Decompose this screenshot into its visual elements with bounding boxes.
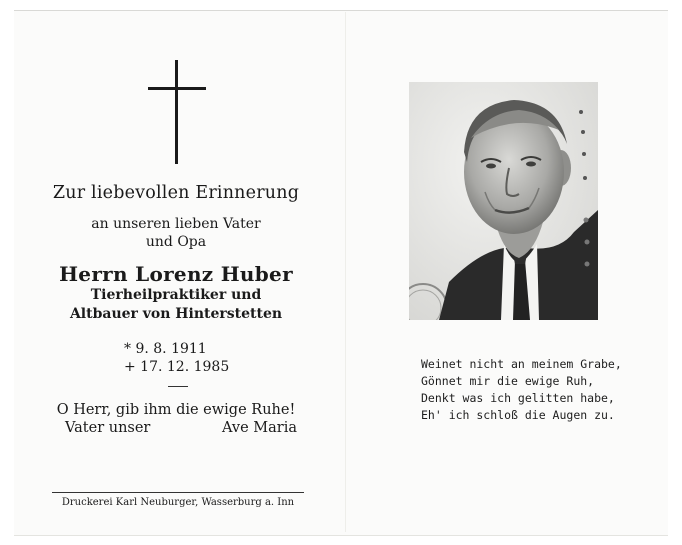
cross-horizontal-bar	[148, 87, 206, 90]
poem-line-3: Denkt was ich gelitten habe,	[421, 391, 615, 405]
divider-dash	[168, 386, 188, 387]
death-date: + 17. 12. 1985	[124, 359, 230, 375]
portrait-image	[409, 82, 598, 320]
prayer-vater-unser: Vater unser	[65, 420, 151, 436]
printer-credit: Druckerei Karl Neuburger, Wasserburg a. Inn	[61, 497, 295, 508]
poem-line-4: Eh' ich schloß die Augen zu.	[421, 408, 615, 422]
birth-date: * 9. 8. 1911	[124, 341, 207, 357]
prayer-line: O Herr, gib ihm die ewige Ruhe!	[56, 402, 296, 418]
memorial-heading: Zur liebevollen Erinnerung	[52, 183, 300, 203]
prayer-ave-maria: Ave Maria	[222, 420, 297, 436]
occupation-line-2: Altbauer von Hinterstetten	[69, 306, 283, 322]
dedication-line-2: und Opa	[145, 234, 207, 250]
card-fold-line	[345, 12, 346, 532]
printer-rule	[52, 492, 304, 493]
cross-vertical-bar	[175, 60, 178, 164]
dedication-line-1: an unseren lieben Vater	[91, 216, 261, 232]
portrait-photo	[409, 82, 598, 320]
poem-line-1: Weinet nicht an meinem Grabe,	[421, 357, 622, 371]
occupation-line-1: Tierheilpraktiker und	[90, 287, 262, 303]
deceased-name: Herrn Lorenz Huber	[59, 262, 293, 286]
poem-line-2: Gönnet mir die ewige Ruh,	[421, 374, 595, 388]
